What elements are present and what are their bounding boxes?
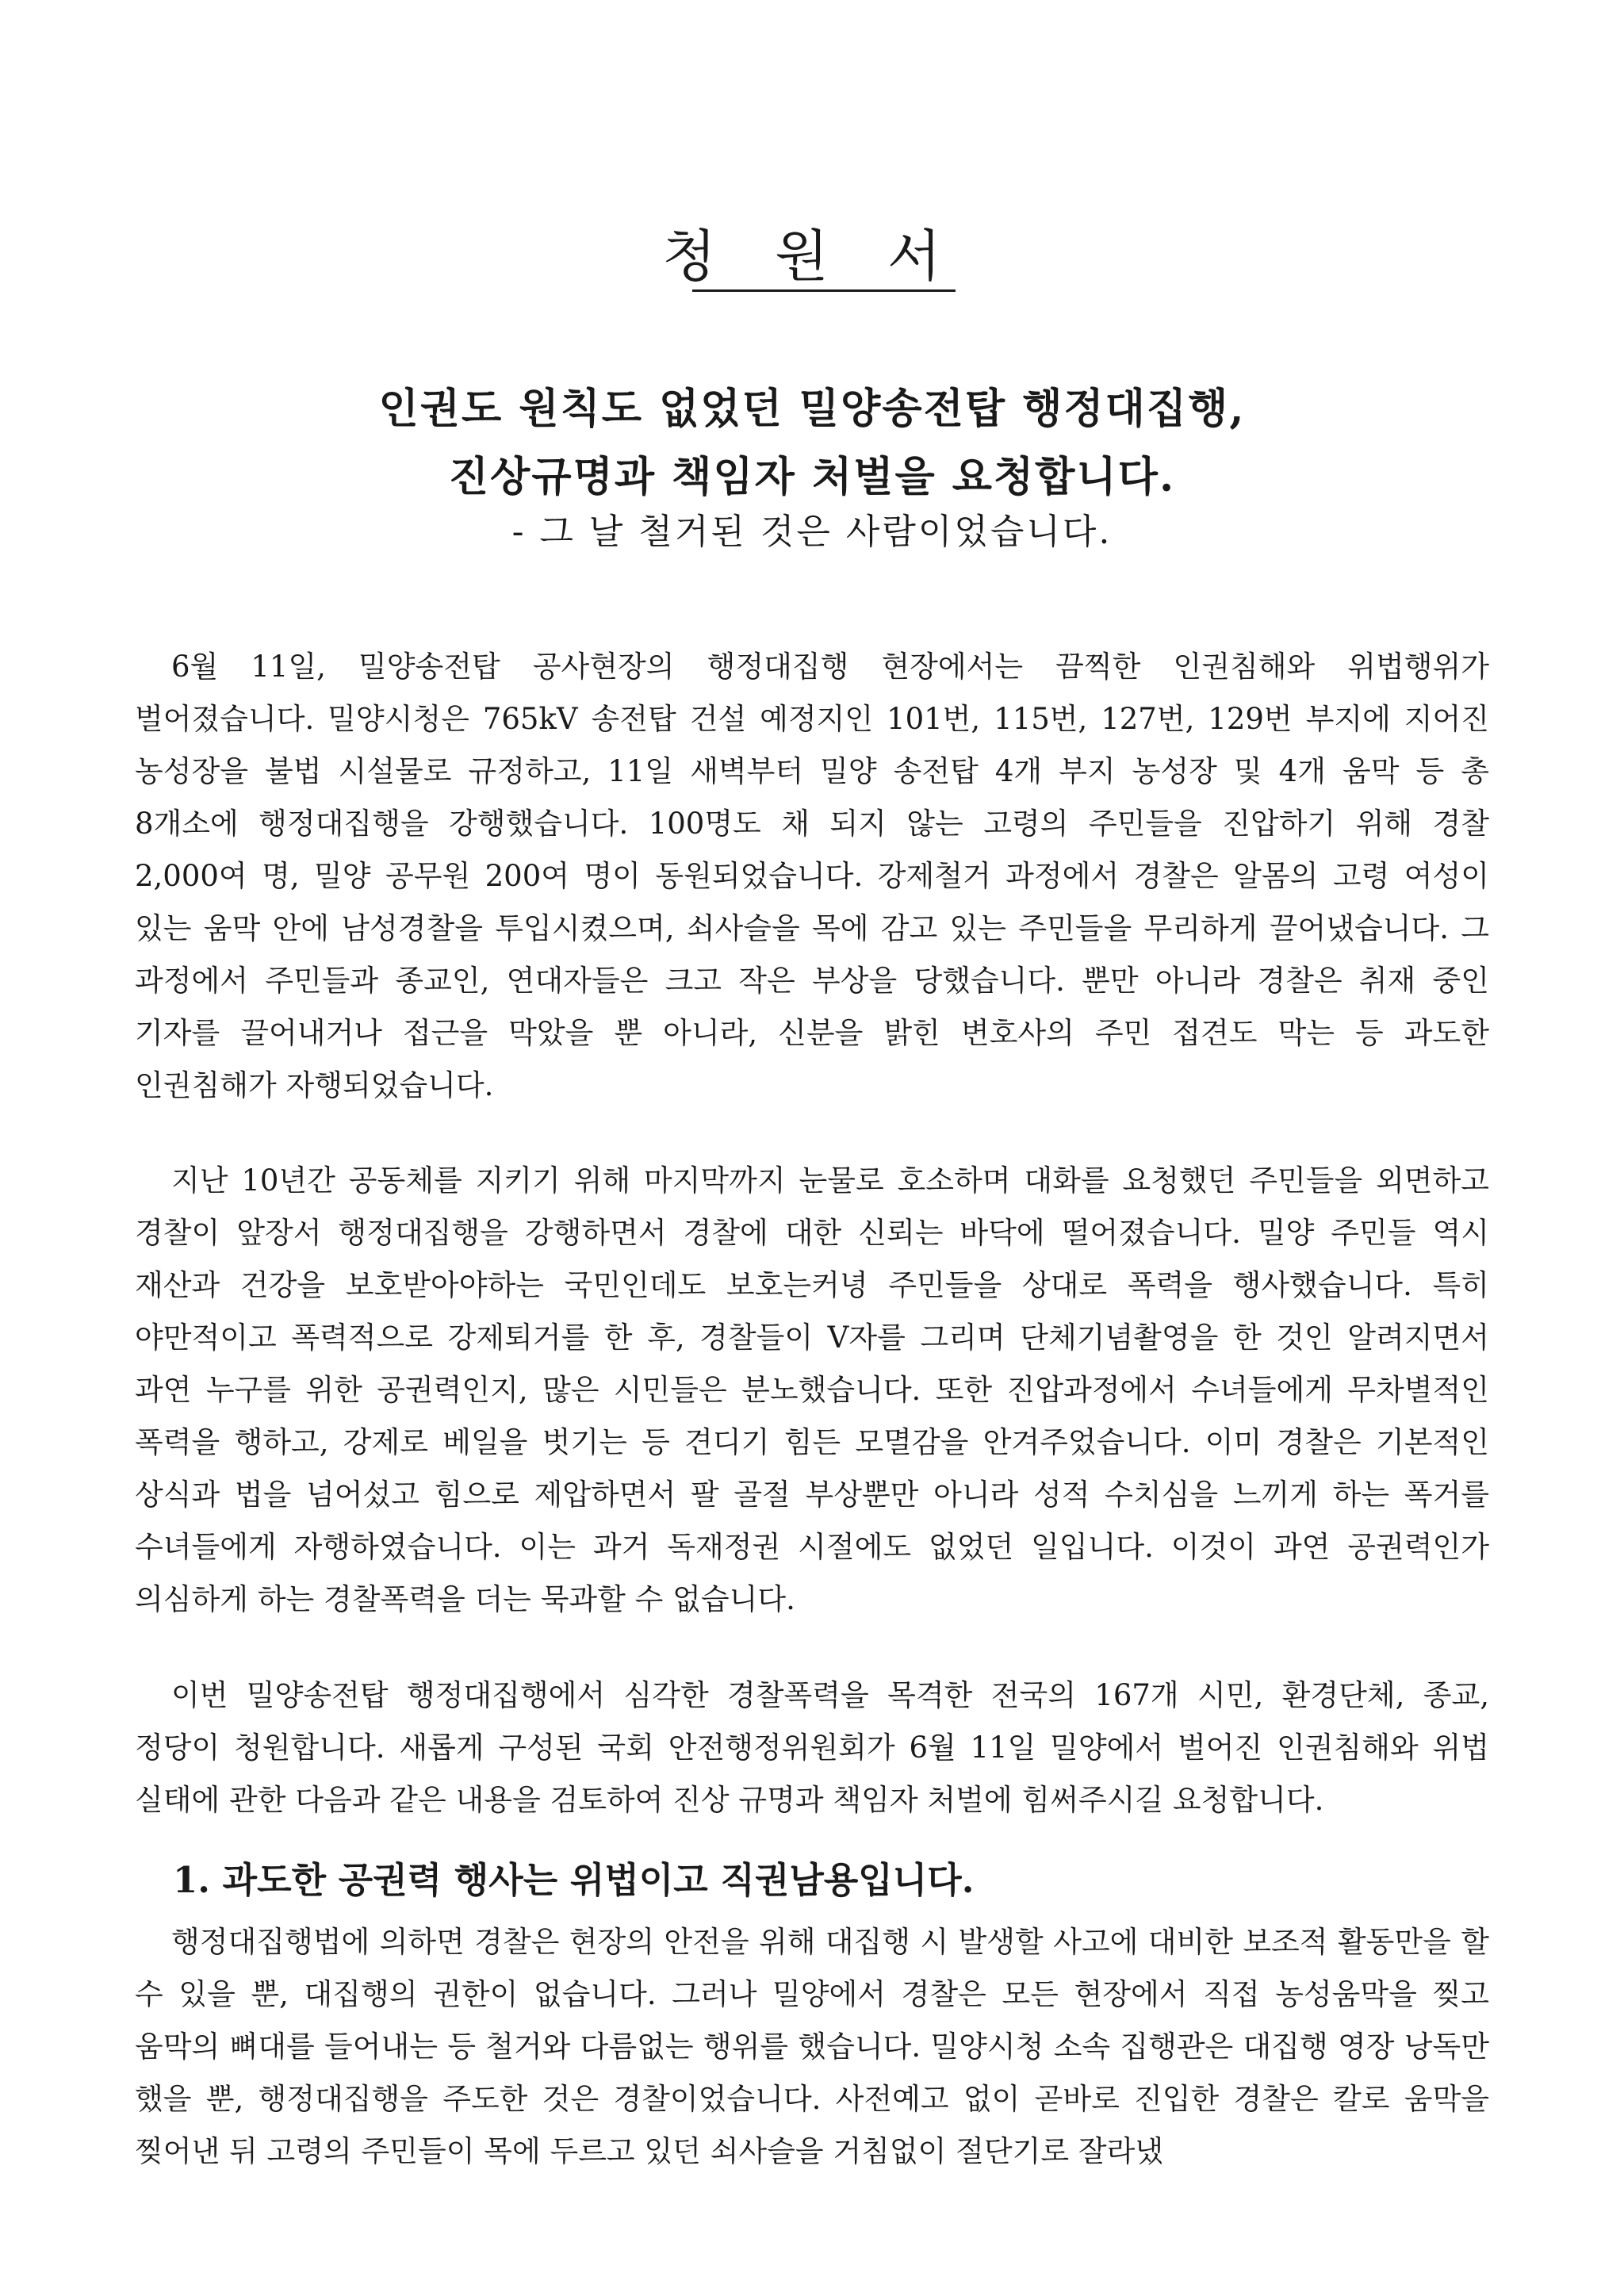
body-paragraph-3: 이번 밀양송전탑 행정대집행에서 심각한 경찰폭력을 목격한 전국의 167개 시민, 환경단체, 종교, 정당이 청원합니다. 새롭게 구성된 국회 안전행정위원회가 6월 11일 밀양에서 벌어진 인권침해와 위법 실태에 관한 다음과 같은 내용을 검토하여 진상 규명과 책임자 처벌에 힘써주시길 요청합니다.: [135, 1678, 1489, 1817]
document-title: 청 원 서: [662, 224, 962, 289]
section-1-body: 행정대집행법에 의하면 경찰은 현장의 안전을 위해 대집행 시 발생할 사고에 대비한 보조적 활동만을 할 수 있을 뿐, 대집행의 권한이 없습니다. 그러나 밀양에서 경찰은 모든 현장에서 직접 농성움막을 찢고 움막의 뼈대를 들어내는 등 철거와 다름없는 행위를 했습니다. 밀양시청 소속 집행관은 대집행 영장 낭독만 했을 뿐, 행정대집행을 주도한 것은 경찰이었습니다. 사전예고 없이 곧바로 진입한 경찰은 칼로 움막을 찢어낸 뒤 고령의 주민들이 목에 두르고 있던 쇠사슬을 거침없이 절단기로 잘라냈: [135, 1925, 1489, 2168]
headline-line-2: 진상규명과 책임자 처벌을 요청합니다.: [448, 453, 1176, 501]
body-paragraph-1: 6월 11일, 밀양송전탑 공사현장의 행정대집행 현장에서는 끔찍한 인권침해와 위법행위가 벌어졌습니다. 밀양시청은 765kV 송전탑 건설 예정지인 101번, 115번, 127번, 129번 부지에 지어진 농성장을 불법 시설물로 규정하고, 11일 새벽부터 밀양 송전탑 4개 부지 농성장 및 4개 움막 등 총 8개소에 행정대집행을 강행했습니다. 100명도 채 되지 않는 고령의 주민들을 진압하기 위해 경찰 2,000여 명, 밀양 공무원 200여 명이 동원되었습니다. 강제철거 과정에서 경찰은 알몸의 고령 여성이 있는 움막 안에 남성경찰을 투입시켰으며, 쇠사슬을 목에 감고 있는 주민들을 무리하게 끌어냈습니다. 그 과정에서 주민들과 종교인, 연대자들은 크고 작은 부상을 당했습니다. 뿐만 아니라 경찰은 취재 중인 기자를 끌어내거나 접근을 막았을 뿐 아니라, 신분을 밝힌 변호사의 주민 접견도 막는 등 과도한 인권침해가 자행되었습니다.: [135, 650, 1489, 1102]
section-1-heading: 1. 과도한 공권력 행사는 위법이고 직권남용입니다.: [173, 1859, 975, 1901]
subtitle: - 그 날 철거된 것은 사람이었습니다.: [511, 512, 1113, 552]
headline-line-1: 인권도 원칙도 없었던 밀양송전탑 행정대집행,: [378, 385, 1246, 433]
body-paragraph-2: 지난 10년간 공동체를 지키기 위해 마지막까지 눈물로 호소하며 대화를 요청했던 주민들을 외면하고 경찰이 앞장서 행정대집행을 강행하면서 경찰에 대한 신뢰는 바닥에 떨어졌습니다. 밀양 주민들 역시 재산과 건강을 보호받아야하는 국민인데도 보호는커녕 주민들을 상대로 폭력을 행사했습니다. 특히 야만적이고 폭력적으로 강제퇴거를 한 후, 경찰들이 V자를 그리며 단체기념촬영을 한 것인 알려지면서 과연 누구를 위한 공권력인지, 많은 시민들은 분노했습니다. 또한 진압과정에서 수녀들에게 무차별적인 폭력을 행하고, 강제로 베일을 벗기는 등 견디기 힘든 모멸감을 안겨주었습니다. 이미 경찰은 기본적인 상식과 법을 넘어섰고 힘으로 제압하면서 팔 골절 부상뿐만 아니라 성적 수치심을 느끼게 하는 폭거를 수녀들에게 자행하였습니다. 이는 과거 독재정권 시절에도 없었던 일입니다. 이것이 과연 공권력인가 의심하게 하는 경찰폭력을 더는 묵과할 수 없습니다.: [135, 1163, 1489, 1616]
title-underline: [692, 289, 956, 292]
